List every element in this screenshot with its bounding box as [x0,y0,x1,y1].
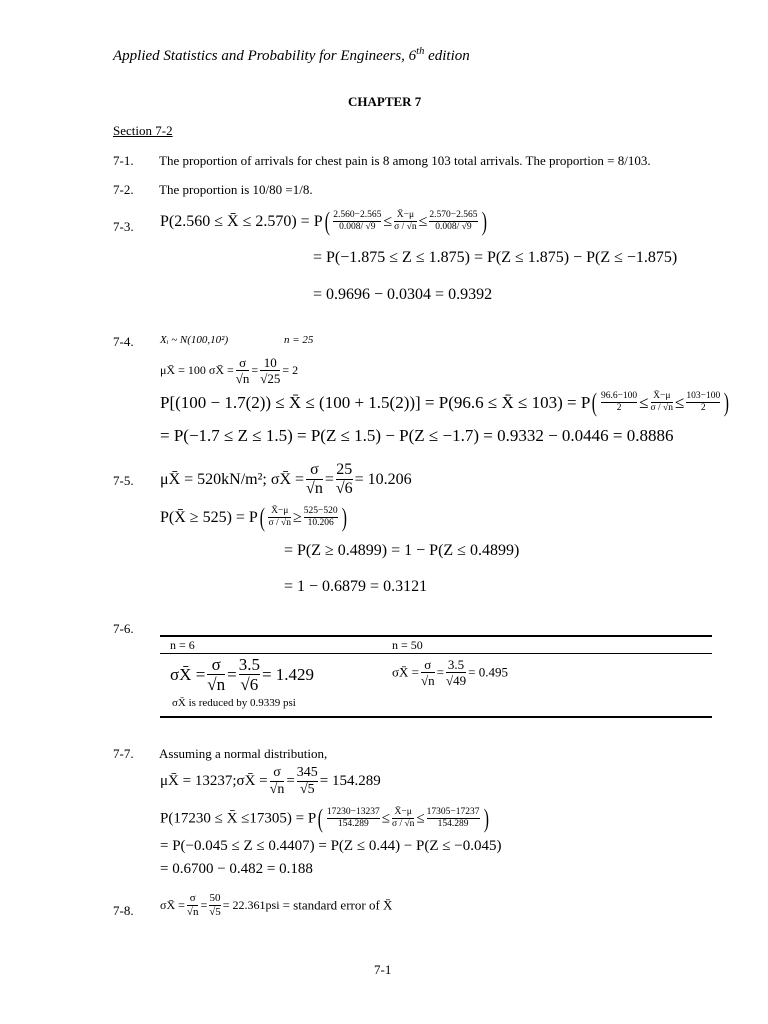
equation: = 0.6700 − 0.482 = 0.188 [160,861,313,877]
equation: = 1 − 0.6879 = 0.3121 [284,578,428,595]
equation: n = 25 [284,334,314,346]
problem-number: 7-5. [113,473,134,488]
equation: = 0.9696 − 0.0304 = 0.9392 [313,286,493,303]
problem-number: 7-7. [113,746,134,761]
problem-number: 7-2. [113,182,134,197]
problem-number: 7-6. [113,621,134,636]
equation: P(17230 ≤ X̄ ≤17305) = P( $\frac{17230-13237}{154.289}$ ≤ $\frac{X̄-\mu}{\sigma / √n}$ ≤ $\frac{17305-17237}{154.289}$ ) [160,804,489,833]
equation: P(X̄ ≥ 525) = P( $\frac{X̄-\mu}{\sigma / √n}$ ≥ $\frac{525-520}{10.206}$ ) [160,503,347,532]
problem-text: Assuming a normal distribution, [159,746,328,761]
equation: P[(100 − 1.7(2)) ≤ X̄ ≤ (100 + 1.5(2))] = P(96.6 ≤ X̄ ≤ 103) = P( $\frac{96.6-100}{2}$ ≤ $\frac{X̄-\mu}{\sigma / √n}$ ≤ $\frac{103-100}{2}$ ) [160,388,730,417]
equation: μX̄ = 13237;σX̄ = $\frac{\sigma}{√n}$ = $\frac{345}{√5}$ = 154.289 [160,765,381,797]
table-top-rule [160,635,712,637]
problem-number: 7-8. [113,903,134,918]
problem-number: 7-3. [113,219,134,234]
problem-text: The proportion of arrivals for chest pain is 8 among 103 total arrivals. The proportion = 8/103. [159,153,651,168]
page-number: 7-1 [374,962,392,977]
equation: μX̄ = 520kN/m²; σX̄ = $\frac{\sigma}{√n}$ = $\frac{25}{√6}$ = 10.206 [160,461,412,497]
equation: = P(−1.7 ≤ Z ≤ 1.5) = P(Z ≤ 1.5) − P(Z ≤ −1.7) = 0.9332 − 0.0446 = 0.8886 [160,426,674,445]
equation: σX̄ = $\frac{\sigma}{√n}$ = $\frac{50}{√5}$ = 22.361psi = standard error of X̄ [160,892,393,918]
table-header-rule [160,653,712,654]
section-heading: Section 7-2 [113,123,173,138]
equation: = P(−1.875 ≤ Z ≤ 1.875) = P(Z ≤ 1.875) − P(Z ≤ −1.875) [313,249,678,266]
table-cell: σX̄ = $\frac{\sigma}{√n}$ = $\frac{3.5}{√49}$ = 0.495 [392,657,508,688]
book-title: Applied Statistics and Probability for Engineers, 6th edition [113,46,470,64]
table-cell: σX̄ = $\frac{\sigma}{√n}$ = $\frac{3.5}{√6}$ = 1.429 [170,655,315,694]
equation: = P(Z ≥ 0.4899) = 1 − P(Z ≤ 0.4899) [284,542,520,559]
equation: P(2.560 ≤ X̄ ≤ 2.570) = P( $\frac{2.560-2.565}{0.008/ √9}$ ≤ $\frac{X̄-\mu}{\sigma / √n}$ ≤ $\frac{2.570-2.565}{0.008/ √9}$ ) [160,207,487,236]
equation: Xᵢ ~ N(100,10²) [160,334,229,346]
table-note: σX̄ is reduced by 0.9339 psi [172,697,296,709]
problem-number: 7-4. [113,334,134,349]
equation: = P(−0.045 ≤ Z ≤ 0.4407) = P(Z ≤ 0.44) − P(Z ≤ −0.045) [160,838,502,854]
table-bottom-rule [160,716,712,718]
chapter-heading: CHAPTER 7 [348,94,422,109]
problem-text: The proportion is 10/80 =1/8. [159,182,313,197]
equation: μX̄ = 100 σX̄ = $\frac{\sigma}{√n}$ = $\frac{10}{√25}$ = 2 [160,355,299,386]
table-header: n = 6 [170,638,195,652]
problem-number: 7-1. [113,153,134,168]
table-header: n = 50 [392,638,423,652]
